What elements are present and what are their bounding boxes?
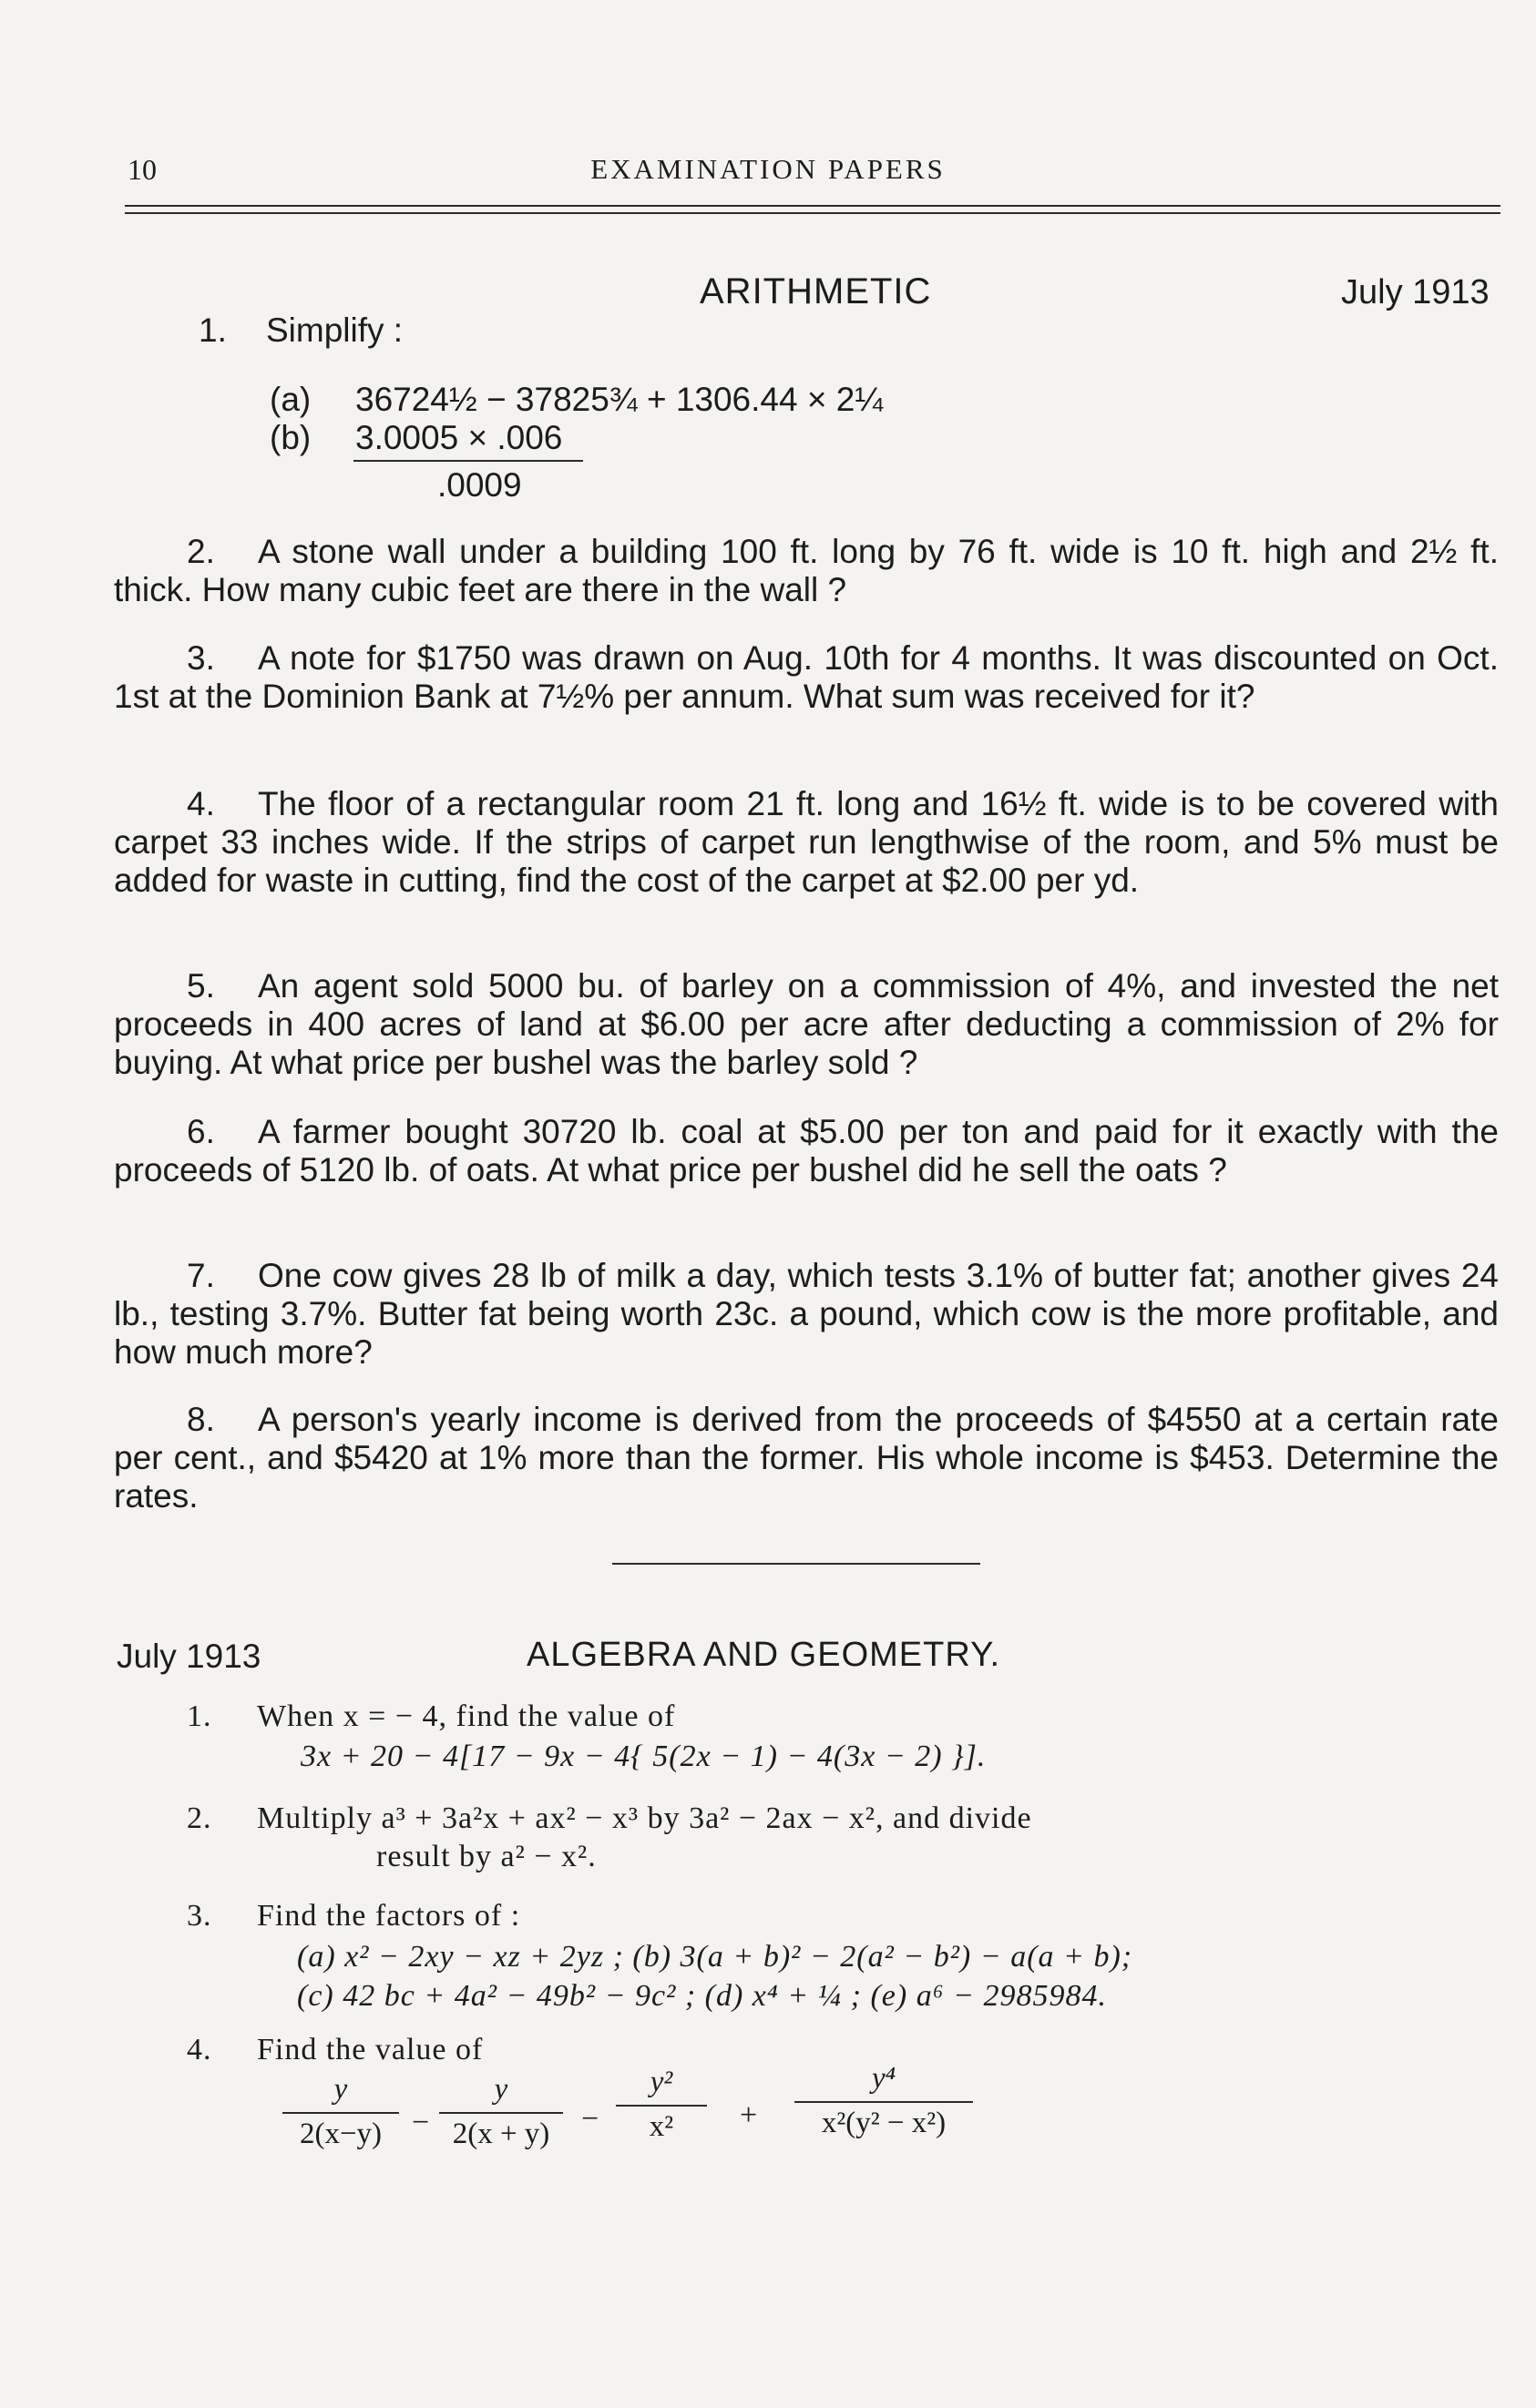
fraction-denominator: 2(x + y) xyxy=(452,2117,550,2150)
alg-q3-line-1: (a) x² − 2xy − xz + 2yz ; (b) 3(a + b)² − 2(a² − b²) − a(a + b); xyxy=(297,1940,1133,1974)
alg-q4-text: Find the value of xyxy=(257,2033,484,2066)
q1b-label: (b) xyxy=(270,419,312,456)
question-number: 3. xyxy=(187,639,215,677)
fraction-denominator: x² xyxy=(649,2110,674,2143)
question-number: 2. xyxy=(187,533,215,570)
question-number: 8. xyxy=(187,1401,215,1438)
alg-q4-fraction-2 xyxy=(439,2073,563,2151)
alg-q2-text-continued: result by a² − x². xyxy=(376,1840,597,1873)
question-text: A person's yearly income is derived from the proceeds of $4550 at a certain rate per cent., and $5420 at 1% more than the former. His whole income is $453. Determine the rates. xyxy=(114,1401,1499,1515)
alg-q3-text: Find the factors of : xyxy=(257,1899,521,1933)
fraction-bar xyxy=(282,2112,399,2114)
fraction-denominator: x²(y² − x²) xyxy=(821,2107,947,2139)
question-text: A note for $1750 was drawn on Aug. 10th for 4 months. It was discounted on Oct. 1st at the Dominion Bank at 7½% per annum. What sum was received for it? xyxy=(114,639,1499,715)
question-text: An agent sold 5000 bu. of barley on a commission of 4%, and invested the net proceeds in 400 acres of land at $6.00 per acre after deducting a commission of 2% for buying. At what price per bushel was the barley sold ? xyxy=(114,967,1499,1081)
page-number: 10 xyxy=(128,153,157,186)
fraction-bar xyxy=(616,2105,707,2107)
fraction-bar xyxy=(439,2112,563,2114)
q1a-expression: 36724½ − 37825¾ + 1306.44 × 2¼ xyxy=(355,381,884,418)
fraction-numerator: y xyxy=(333,2073,348,2106)
arithmetic-title: ARITHMETIC xyxy=(700,271,932,311)
question-number: 6. xyxy=(187,1113,215,1150)
alg-q4-fraction-4 xyxy=(794,2062,973,2140)
question-6 xyxy=(114,1113,1499,1189)
alg-q3-number: 3. xyxy=(187,1899,212,1933)
question-text: The floor of a rectangular room 21 ft. long and 16½ ft. wide is to be covered with carpet 33 inches wide. If the strips of carpet run lengthwise of the room, and 5% must be added for waste in cutting, find the cost of the carpet at $2.00 per yd. xyxy=(114,785,1499,899)
question-text: One cow gives 28 lb of milk a day, which tests 3.1% of butter fat; another gives 24 lb., testing 3.7%. Butter fat being worth 23c. a pound, which cow is the more profitable, and how much more? xyxy=(114,1257,1499,1371)
question-7 xyxy=(114,1257,1499,1372)
alg-q1-expression: 3x + 20 − 4[17 − 9x − 4{ 5(2x − 1) − 4(3x − 2) }]. xyxy=(301,1740,987,1773)
fraction-bar xyxy=(794,2101,973,2103)
question-number: 5. xyxy=(187,967,215,1005)
question-number: 7. xyxy=(187,1257,215,1294)
question-3 xyxy=(114,639,1499,716)
alg-q3-line-2: (c) 42 bc + 4a² − 49b² − 9c² ; (d) x⁴ + ¼ ; (e) a⁶ − 2985984. xyxy=(297,1979,1107,2013)
alg-q4-number: 4. xyxy=(187,2033,212,2066)
alg-q1-text: When x = − 4, find the value of xyxy=(257,1699,676,1733)
alg-q4-operator-3: + xyxy=(740,2098,758,2132)
algebra-title: ALGEBRA AND GEOMETRY. xyxy=(527,1636,1001,1674)
q1-prompt: Simplify : xyxy=(266,311,404,349)
fraction-numerator: y² xyxy=(650,2066,673,2098)
arithmetic-date: July 1913 xyxy=(1341,273,1490,311)
alg-q4-fraction-1 xyxy=(282,2073,399,2151)
alg-q2-text: Multiply a³ + 3a²x + ax² − x³ by 3a² − 2ax − x², and divide xyxy=(257,1801,1032,1835)
question-4 xyxy=(114,785,1499,900)
fraction-numerator: y xyxy=(494,2073,508,2106)
fraction-denominator: 2(x−y) xyxy=(299,2117,383,2150)
question-number: 4. xyxy=(187,785,215,822)
header-rule-bottom xyxy=(125,212,1500,214)
alg-q2-number: 2. xyxy=(187,1801,212,1835)
alg-q4-operator-1: − xyxy=(412,2106,430,2139)
algebra-date: July 1913 xyxy=(117,1638,261,1675)
q1b-fraction-bar xyxy=(353,460,583,462)
alg-q4-fraction-3 xyxy=(616,2066,707,2144)
q1b-numerator: 3.0005 × .006 xyxy=(355,419,563,456)
q1-number: 1. xyxy=(199,311,227,349)
fraction-numerator: y⁴ xyxy=(871,2062,896,2095)
q1a-label: (a) xyxy=(270,381,312,418)
running-title: EXAMINATION PAPERS xyxy=(590,153,946,185)
header-rule-top xyxy=(125,205,1500,207)
alg-q4-operator-2: − xyxy=(581,2102,599,2136)
alg-q1-number: 1. xyxy=(187,1699,212,1733)
question-2 xyxy=(114,533,1499,609)
question-8 xyxy=(114,1401,1499,1515)
q1b-denominator: .0009 xyxy=(437,466,522,504)
question-text: A stone wall under a building 100 ft. long by 76 ft. wide is 10 ft. high and 2½ ft. thick. How many cubic feet are there in the wall ? xyxy=(114,533,1499,608)
question-5 xyxy=(114,967,1499,1082)
section-separator xyxy=(612,1563,980,1565)
question-text: A farmer bought 30720 lb. coal at $5.00 per ton and paid for it exactly with the proceeds of 5120 lb. of oats. At what price per bushel did he sell the oats ? xyxy=(114,1113,1499,1189)
